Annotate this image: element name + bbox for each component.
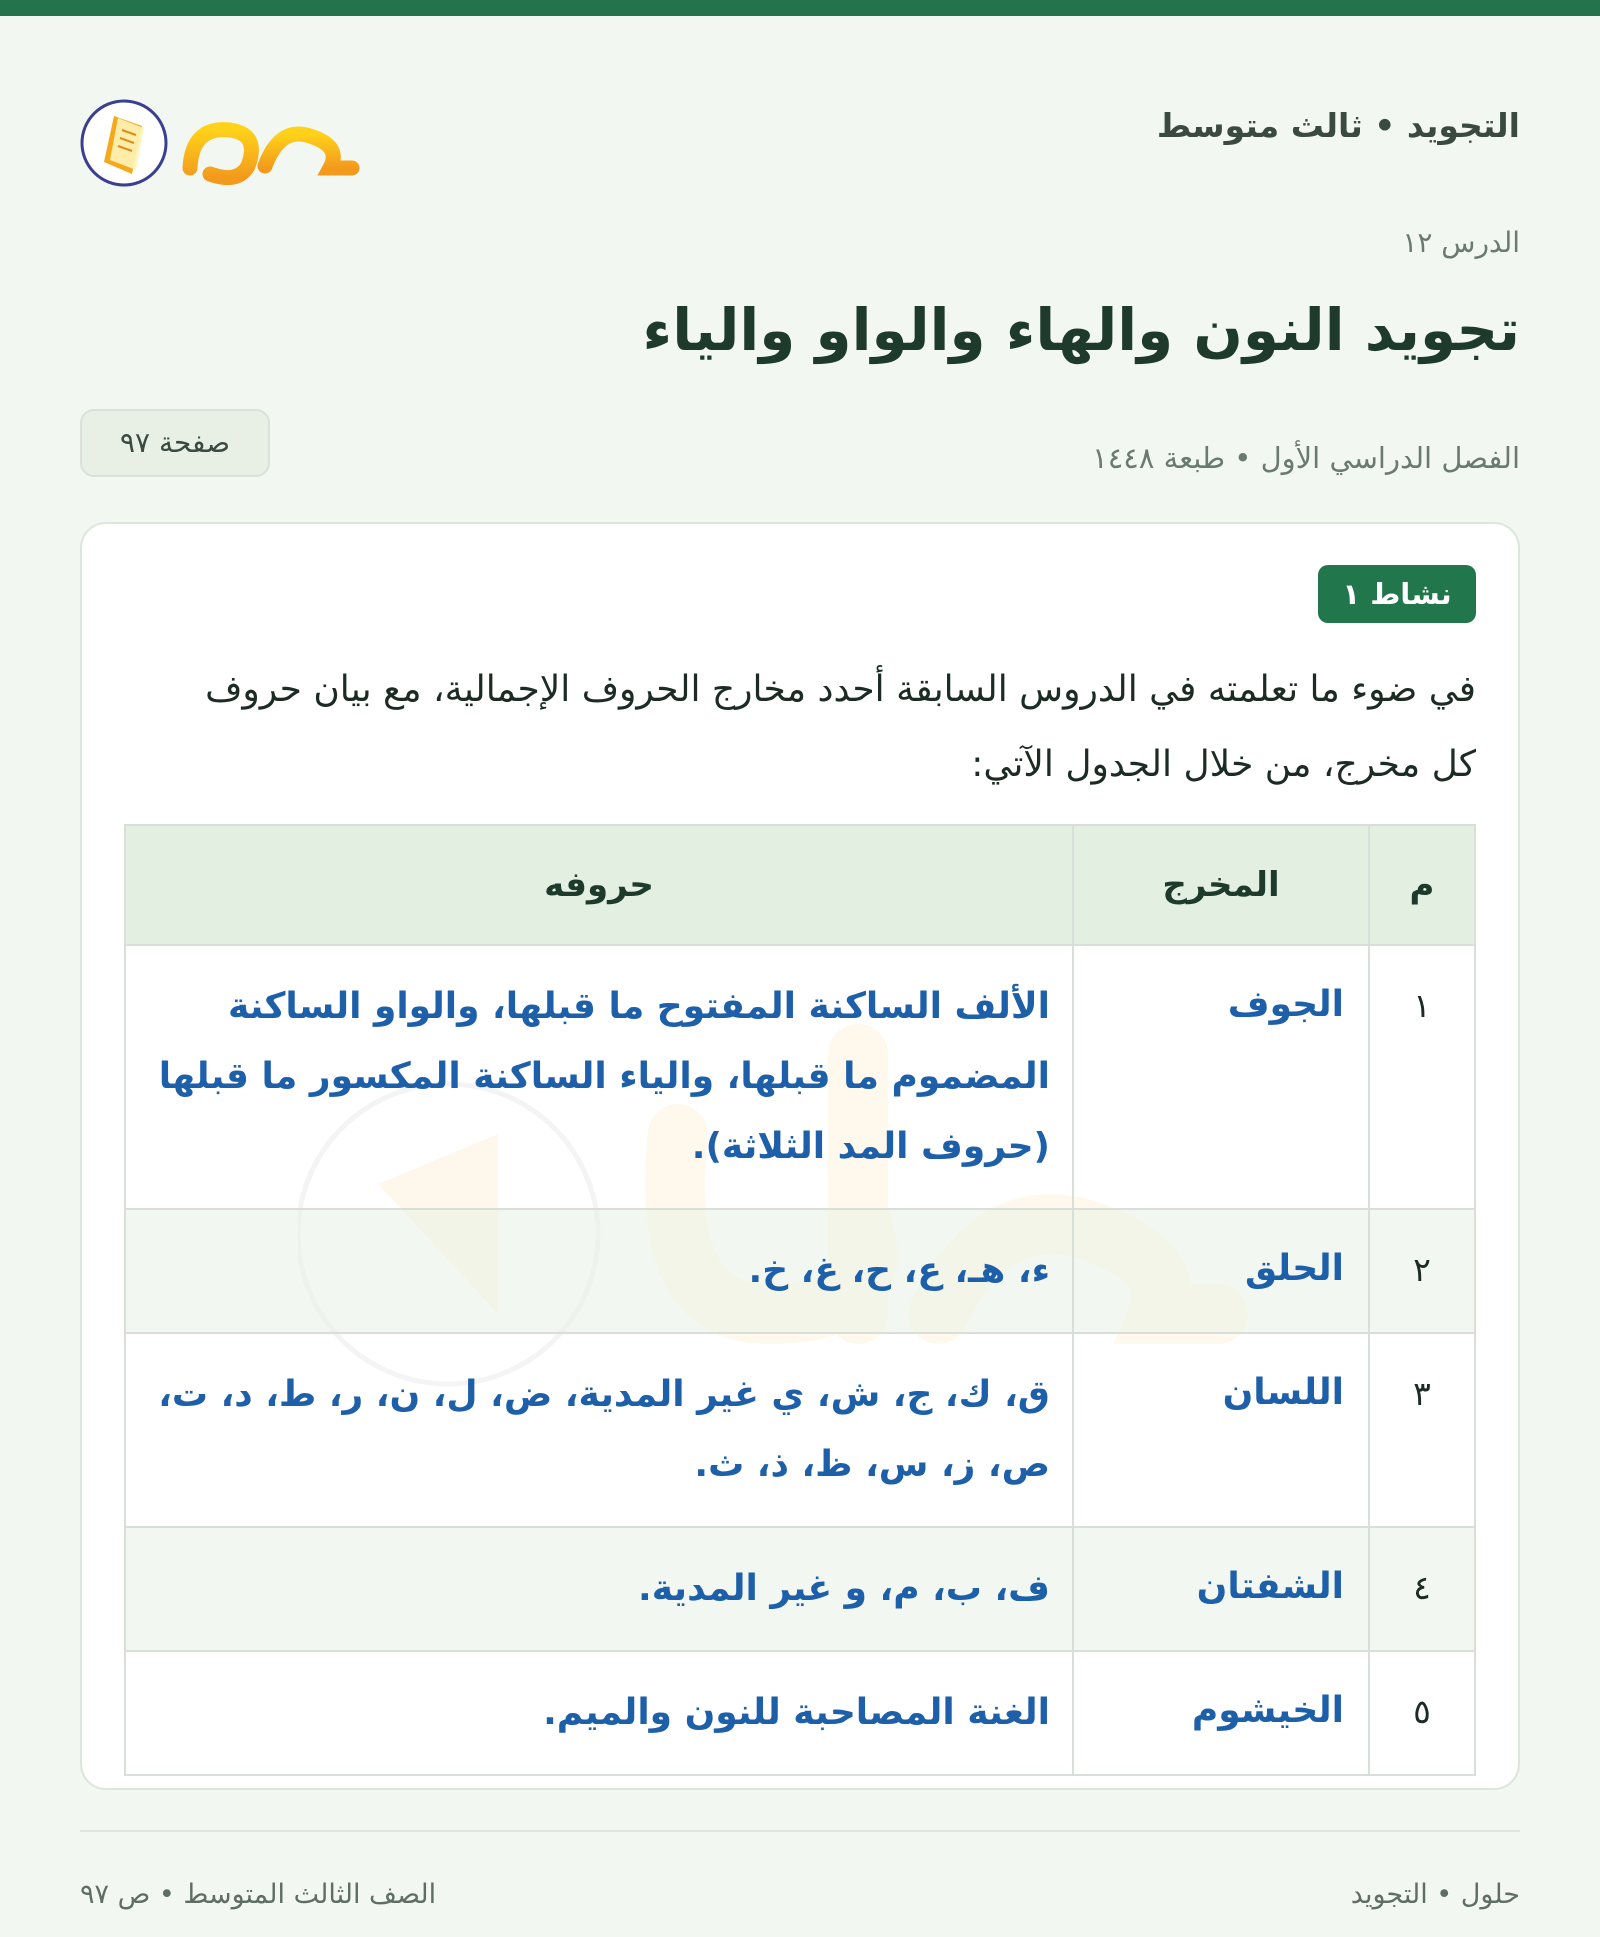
top-accent-bar: [0, 0, 1600, 16]
table-header-row: [125, 825, 1475, 945]
row-outlet: الحلق: [1073, 1209, 1369, 1333]
row-number: ٥: [1369, 1651, 1475, 1775]
row-outlet: الخيشوم: [1073, 1651, 1369, 1775]
row-number: ٤: [1369, 1527, 1475, 1651]
table-row: [125, 1333, 1475, 1527]
row-letters: الألف الساكنة المفتوح ما قبلها، والواو الساكنة المضموم ما قبلها، والياء الساكنة المكسور ما قبلها (حروف المد الثلاثة).: [125, 945, 1073, 1209]
row-letters: ق، ك، ج، ش، ي غير المدية، ض، ل، ن، ر، ط، د، ت، ص، ز، س، ظ، ذ، ث.: [125, 1333, 1073, 1527]
footer-brand-subject: حلول • التجويد: [1350, 1879, 1520, 1910]
footer-divider: [80, 1830, 1520, 1832]
header-outlet: المخرج: [1073, 825, 1369, 945]
footer-grade-page: الصف الثالث المتوسط • ص ٩٧: [80, 1879, 437, 1910]
table-row: [125, 1527, 1475, 1651]
table-row: [125, 1651, 1475, 1775]
hulul-logo: [80, 66, 360, 196]
row-outlet: الجوف: [1073, 945, 1369, 1209]
row-number: ٣: [1369, 1333, 1475, 1527]
activity-badge: نشاط ١: [1318, 565, 1476, 623]
lesson-number: الدرس ١٢: [1402, 226, 1520, 259]
row-letters: ف، ب، م، و غير المدية.: [125, 1527, 1073, 1651]
row-letters: الغنة المصاحبة للنون والميم.: [125, 1651, 1073, 1775]
row-outlet: الشفتان: [1073, 1527, 1369, 1651]
subject-heading: التجويد • ثالث متوسط: [1156, 106, 1520, 145]
table-row: [125, 945, 1475, 1209]
semester-edition: الفصل الدراسي الأول • طبعة ١٤٤٨: [1092, 441, 1520, 475]
activity-card: [80, 522, 1520, 1790]
header-number: م: [1369, 825, 1475, 945]
row-outlet: اللسان: [1073, 1333, 1369, 1527]
header-letters: حروفه: [125, 825, 1073, 945]
activity-instructions: في ضوء ما تعلمته في الدروس السابقة أحدد مخارج الحروف الإجمالية، مع بيان حروف كل مخرج، من خلال الجدول الآتي:: [205, 669, 1476, 785]
lesson-title: تجويد النون والهاء والواو والياء: [642, 296, 1520, 364]
row-letters: ء، هـ، ع، ح، غ، خ.: [125, 1209, 1073, 1333]
row-number: ١: [1369, 945, 1475, 1209]
table-row: [125, 1209, 1475, 1333]
page-number-badge: صفحة ٩٧: [80, 409, 270, 477]
row-number: ٢: [1369, 1209, 1475, 1333]
articulation-points-table: [124, 824, 1476, 1776]
